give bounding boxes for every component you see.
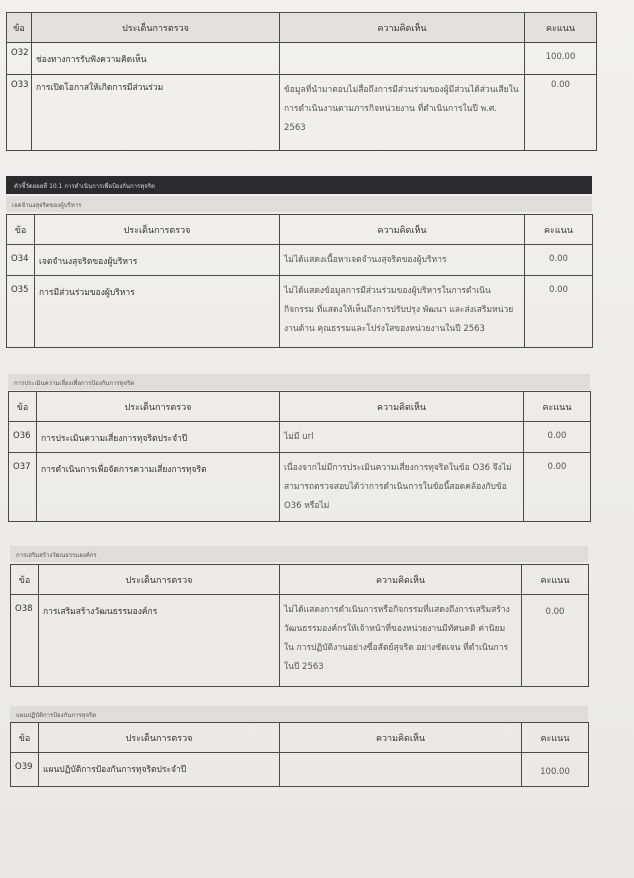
row-issue: การดำเนินการเพื่อจัดการความเสี่ยงการทุจริต xyxy=(37,453,280,522)
table-block-2 xyxy=(6,214,593,348)
table-block-3 xyxy=(8,391,591,522)
header-issue: ประเด็นการตรวจ xyxy=(32,13,280,43)
row-code: O39 xyxy=(11,753,39,787)
row-score: 100.00 xyxy=(525,43,597,75)
row-score: 0.00 xyxy=(524,422,591,453)
row-issue: ช่องทางการรับฟังความคิดเห็น xyxy=(32,43,280,75)
table-block-1 xyxy=(6,12,597,151)
header-code: ข้อ xyxy=(11,723,39,753)
row-comment xyxy=(280,43,525,75)
row-comment: ไม่ได้แสดงการดำเนินการหรือกิจกรรมที่แสดงถึงการเสริมสร้าง วัฒนธรรมองค์กรให้เจ้าหน้าที่ของหน่วยงานมีทัศนคติ ค่านิยม ใน การปฏิบัติงานอย่างซื่อสัตย์สุจริต อย่างชัดเจน ที่ดำเนินการในปี 2563 xyxy=(280,595,522,687)
subsection-title: การประเมินความเสี่ยงเพื่อการป้องกันการทุจริต xyxy=(8,374,590,390)
header-code: ข้อ xyxy=(11,565,39,595)
table-row xyxy=(7,276,593,348)
row-issue: การเปิดโอกาสให้เกิดการมีส่วนร่วม xyxy=(32,75,280,151)
header-issue: ประเด็นการตรวจ xyxy=(35,215,280,245)
row-score: 100.00 xyxy=(522,753,589,787)
header-code: ข้อ xyxy=(7,13,32,43)
subsection-title: แผนปฏิบัติการป้องกันการทุจริต xyxy=(10,706,588,722)
table-block-5 xyxy=(10,722,589,787)
row-comment: ไม่ได้แสดงเนื้อหาเจตจำนงสุจริตของผู้บริหาร xyxy=(280,245,525,276)
header-code: ข้อ xyxy=(9,392,37,422)
header-comment: ความคิดเห็น xyxy=(280,565,522,595)
row-score: 0.00 xyxy=(525,276,593,348)
row-issue: การประเมินความเสี่ยงการทุจริตประจำปี xyxy=(37,422,280,453)
header-issue: ประเด็นการตรวจ xyxy=(39,565,280,595)
header-code: ข้อ xyxy=(7,215,35,245)
row-comment: ข้อมูลที่นำมาตอบไม่สื่อถึงการมีส่วนร่วมของผู้มีส่วนได้ส่วนเสียใน การดำเนินงานตามภารกิจหน่วยงาน ที่ดำเนินการในปี พ.ศ. 2563 xyxy=(280,75,525,151)
row-score: 0.00 xyxy=(524,453,591,522)
subsection-title: เจตจำนงสุจริตของผู้บริหาร xyxy=(6,196,592,212)
table-row xyxy=(11,753,589,787)
table-row xyxy=(9,422,591,453)
row-code: O33 xyxy=(7,75,32,151)
row-score: 0.00 xyxy=(525,75,597,151)
header-issue: ประเด็นการตรวจ xyxy=(39,723,280,753)
subsection-title: การเสริมสร้างวัฒนธรรมองค์กร xyxy=(10,546,588,562)
table-row xyxy=(9,453,591,522)
table-row xyxy=(7,75,597,151)
header-score: คะแนน xyxy=(522,565,589,595)
row-comment: ไม่มี url xyxy=(280,422,524,453)
table-row xyxy=(7,43,597,75)
row-issue: แผนปฏิบัติการป้องกันการทุจริตประจำปี xyxy=(39,753,280,787)
table-header-row xyxy=(7,215,593,245)
table-row xyxy=(7,245,593,276)
row-code: O38 xyxy=(11,595,39,687)
table-header-row xyxy=(9,392,591,422)
row-code: O37 xyxy=(9,453,37,522)
row-comment: เนื่องจากไม่มีการประเมินความเสี่ยงการทุจริตในข้อ O36 จึงไม่ สามารถตรวจสอบได้ว่าการดำเนินการในข้อนี้สอดคล้องกับข้อ O36 หรือไม่ xyxy=(280,453,524,522)
row-issue: การมีส่วนร่วมของผู้บริหาร xyxy=(35,276,280,348)
section-title-bar: ตัวชี้วัดย่อยที่ 10.1 การดำเนินการเพื่อป้องกันการทุจริต xyxy=(6,176,592,194)
header-comment: ความคิดเห็น xyxy=(280,13,525,43)
row-comment xyxy=(280,753,522,787)
header-comment: ความคิดเห็น xyxy=(280,215,525,245)
header-score: คะแนน xyxy=(525,215,593,245)
table-header-row xyxy=(11,723,589,753)
header-score: คะแนน xyxy=(524,392,591,422)
table-header-row xyxy=(11,565,589,595)
row-code: O32 xyxy=(7,43,32,75)
table-block-4 xyxy=(10,564,589,687)
row-issue: การเสริมสร้างวัฒนธรรมองค์กร xyxy=(39,595,280,687)
row-code: O35 xyxy=(7,276,35,348)
row-score: 0.00 xyxy=(525,245,593,276)
row-issue: เจตจำนงสุจริตของผู้บริหาร xyxy=(35,245,280,276)
table-header-row xyxy=(7,13,597,43)
header-score: คะแนน xyxy=(525,13,597,43)
row-comment: ไม่ได้แสดงข้อมูลการมีส่วนร่วมของผู้บริหารในการดำเนินกิจกรรม ที่แสดงให้เห็นถึงการปรับปรุง พัฒนา และส่งเสริมหน่วยงานด้าน คุณธรรมและโปร่งใสของหน่วยงานในปี 2563 xyxy=(280,276,525,348)
header-score: คะแนน xyxy=(522,723,589,753)
row-code: O36 xyxy=(9,422,37,453)
row-code: O34 xyxy=(7,245,35,276)
header-comment: ความคิดเห็น xyxy=(280,723,522,753)
table-row xyxy=(11,595,589,687)
header-issue: ประเด็นการตรวจ xyxy=(37,392,280,422)
row-score: 0.00 xyxy=(522,595,589,687)
header-comment: ความคิดเห็น xyxy=(280,392,524,422)
